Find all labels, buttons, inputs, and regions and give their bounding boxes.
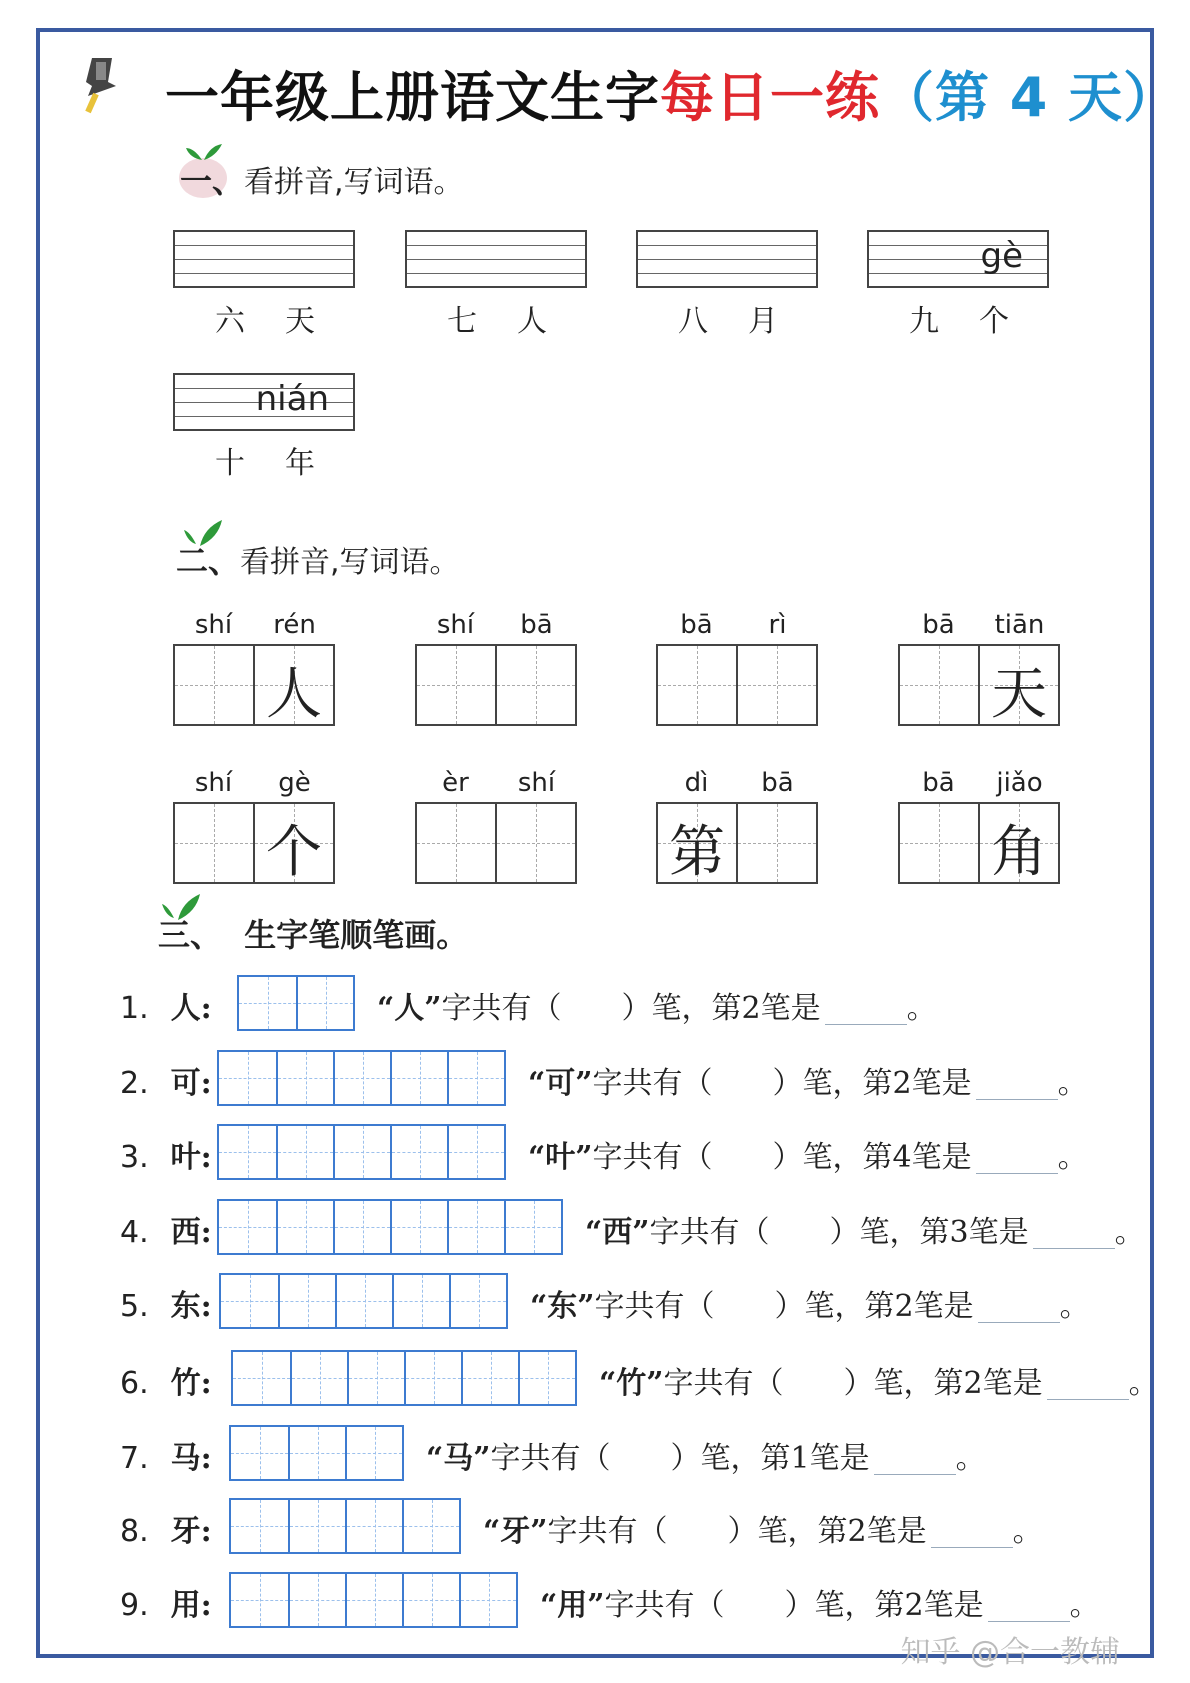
pinyin-pair bbox=[173, 768, 335, 798]
stroke-cell[interactable] bbox=[290, 1352, 347, 1404]
pinyin-syllable: bā bbox=[520, 610, 553, 640]
question-number: 3. 叶: bbox=[120, 1140, 212, 1175]
pinyin-syllable: shí bbox=[436, 610, 475, 640]
given-char: 角 bbox=[991, 820, 1047, 885]
stroke-cell[interactable] bbox=[333, 1201, 390, 1253]
stroke-cell[interactable] bbox=[345, 1500, 402, 1552]
tianzige-box[interactable] bbox=[898, 802, 1060, 884]
stroke-cell[interactable] bbox=[233, 1352, 290, 1404]
answer-blank[interactable] bbox=[976, 1071, 1058, 1100]
stroke-grid[interactable] bbox=[229, 1498, 461, 1554]
question-number: 4. 西: bbox=[120, 1215, 212, 1250]
stroke-question: “叶”字共有（ ）笔，第4笔是 。 bbox=[528, 1140, 1088, 1175]
tianzige-cell[interactable] bbox=[658, 646, 736, 724]
word-chars-2: 七 人 bbox=[447, 304, 547, 339]
tianzige-cell[interactable] bbox=[736, 804, 816, 882]
stroke-grid[interactable] bbox=[237, 975, 355, 1031]
stroke-cell[interactable] bbox=[449, 1275, 506, 1327]
writing-box-4[interactable] bbox=[867, 230, 1049, 288]
answer-blank[interactable] bbox=[1033, 1220, 1115, 1249]
tianzige-cell[interactable] bbox=[658, 804, 736, 885]
stroke-cell[interactable] bbox=[288, 1427, 345, 1479]
tianzige-cell[interactable] bbox=[495, 804, 575, 882]
tianzige-cell[interactable] bbox=[978, 646, 1058, 727]
writing-box-2[interactable] bbox=[405, 230, 587, 288]
answer-blank[interactable] bbox=[988, 1593, 1070, 1622]
tianzige-cell[interactable] bbox=[417, 804, 495, 882]
tianzige-box[interactable] bbox=[415, 802, 577, 884]
tianzige-cell[interactable] bbox=[417, 646, 495, 724]
stroke-grid[interactable] bbox=[217, 1050, 506, 1106]
stroke-cell[interactable] bbox=[404, 1352, 461, 1404]
stroke-cell[interactable] bbox=[239, 977, 296, 1029]
question-number: 9. 用: bbox=[120, 1588, 212, 1623]
stroke-cell[interactable] bbox=[459, 1574, 516, 1626]
answer-blank[interactable] bbox=[825, 996, 907, 1025]
stroke-question: “可”字共有（ ）笔，第2笔是 。 bbox=[528, 1066, 1088, 1101]
pinyin-syllable: shí bbox=[194, 610, 233, 640]
section-2-number: 二、 bbox=[176, 542, 241, 580]
pinyin-syllable: shí bbox=[517, 768, 556, 798]
watermark: 知乎 @合一教辅 bbox=[900, 1635, 1120, 1670]
section-1-instruction: 看拼音,写词语。 bbox=[244, 165, 464, 200]
stroke-cell[interactable] bbox=[231, 1500, 288, 1552]
tianzige-cell[interactable] bbox=[253, 804, 333, 885]
question-number: 8. 牙: bbox=[120, 1514, 212, 1549]
writing-box-5[interactable] bbox=[173, 373, 355, 431]
question-number: 6. 竹: bbox=[120, 1366, 212, 1401]
stroke-cell[interactable] bbox=[518, 1352, 575, 1404]
stroke-cell[interactable] bbox=[221, 1275, 278, 1327]
tianzige-cell[interactable] bbox=[495, 646, 575, 724]
pinyin-pair bbox=[898, 610, 1060, 640]
tianzige-cell[interactable] bbox=[736, 646, 816, 724]
pinyin-syllable: dì bbox=[684, 768, 709, 798]
stroke-grid[interactable] bbox=[217, 1199, 563, 1255]
stroke-cell[interactable] bbox=[219, 1201, 276, 1253]
stroke-cell[interactable] bbox=[347, 1352, 404, 1404]
pinyin-syllable: gè bbox=[278, 768, 311, 798]
pinyin-pair bbox=[173, 610, 335, 640]
pinyin-pair bbox=[415, 610, 577, 640]
stroke-grid[interactable] bbox=[229, 1572, 518, 1628]
writing-box-1[interactable] bbox=[173, 230, 355, 288]
tianzige-cell[interactable] bbox=[900, 804, 978, 882]
section-1-heading bbox=[180, 156, 464, 202]
stroke-cell[interactable] bbox=[504, 1201, 561, 1253]
given-char: 人 bbox=[266, 662, 322, 727]
word-chars-1: 六 天 bbox=[215, 304, 315, 339]
stroke-cell[interactable] bbox=[333, 1052, 390, 1104]
stroke-cell[interactable] bbox=[219, 1052, 276, 1104]
pinyin-syllable: rén bbox=[273, 610, 316, 640]
answer-blank[interactable] bbox=[976, 1145, 1058, 1174]
answer-blank[interactable] bbox=[1047, 1371, 1129, 1400]
stroke-grid[interactable] bbox=[229, 1425, 404, 1481]
pinyin-syllable: rì bbox=[768, 610, 787, 640]
pushpin-icon bbox=[78, 52, 128, 114]
tianzige-box[interactable] bbox=[415, 644, 577, 726]
stroke-cell[interactable] bbox=[345, 1427, 402, 1479]
stroke-cell[interactable] bbox=[447, 1052, 504, 1104]
answer-blank[interactable] bbox=[874, 1446, 956, 1475]
question-number: 5. 东: bbox=[120, 1289, 212, 1324]
word-chars-5: 十 年 bbox=[215, 446, 315, 481]
tianzige-cell[interactable] bbox=[900, 646, 978, 724]
tianzige-cell[interactable] bbox=[175, 646, 253, 724]
stroke-grid[interactable] bbox=[231, 1350, 577, 1406]
stroke-cell[interactable] bbox=[447, 1201, 504, 1253]
stroke-cell[interactable] bbox=[276, 1126, 333, 1178]
pinyin-syllable: bā bbox=[922, 610, 955, 640]
stroke-cell[interactable] bbox=[392, 1275, 449, 1327]
pinyin-syllable: èr bbox=[442, 768, 469, 798]
pinyin-syllable: jiǎo bbox=[996, 768, 1043, 798]
question-number: 1. 人: bbox=[120, 991, 212, 1026]
stroke-cell[interactable] bbox=[345, 1574, 402, 1626]
stroke-grid[interactable] bbox=[217, 1124, 506, 1180]
title-part-3: （第 4 天） bbox=[880, 66, 1179, 129]
stroke-cell[interactable] bbox=[276, 1052, 333, 1104]
section-2-heading bbox=[176, 536, 460, 582]
tianzige-cell[interactable] bbox=[978, 804, 1058, 885]
stroke-cell[interactable] bbox=[390, 1126, 447, 1178]
tianzige-box[interactable] bbox=[173, 644, 335, 726]
given-char: 天 bbox=[991, 662, 1047, 727]
stroke-question: “马”字共有（ ）笔，第1笔是 。 bbox=[426, 1441, 986, 1476]
pinyin-syllable: bā bbox=[680, 610, 713, 640]
given-char: 第 bbox=[669, 820, 725, 885]
pinyin-pair bbox=[656, 610, 818, 640]
section-3-instruction: 生字笔顺笔画。 bbox=[244, 916, 469, 954]
stroke-question: “竹”字共有（ ）笔，第2笔是 。 bbox=[599, 1366, 1159, 1401]
tianzige-box[interactable] bbox=[656, 802, 818, 884]
stroke-question: “人”字共有（ ）笔，第2笔是 。 bbox=[377, 991, 937, 1026]
pinyin-4: gè bbox=[980, 236, 1023, 276]
stroke-cell[interactable] bbox=[402, 1500, 459, 1552]
answer-blank[interactable] bbox=[978, 1294, 1060, 1323]
word-chars-3: 八 月 bbox=[678, 304, 778, 339]
stroke-question: “西”字共有（ ）笔，第3笔是 。 bbox=[585, 1215, 1145, 1250]
stroke-cell[interactable] bbox=[288, 1574, 345, 1626]
title-part-2: 每日一练 bbox=[660, 66, 880, 129]
pinyin-syllable: bā bbox=[761, 768, 794, 798]
stroke-cell[interactable] bbox=[296, 977, 353, 1029]
section-2-instruction: 看拼音,写词语。 bbox=[240, 545, 460, 580]
stroke-question: “牙”字共有（ ）笔，第2笔是 。 bbox=[483, 1514, 1043, 1549]
stroke-question: “用”字共有（ ）笔，第2笔是 。 bbox=[540, 1588, 1100, 1623]
pinyin-5: nián bbox=[255, 379, 329, 419]
stroke-grid[interactable] bbox=[219, 1273, 508, 1329]
page-title bbox=[165, 55, 1178, 132]
pinyin-syllable: tiān bbox=[994, 610, 1045, 640]
stroke-cell[interactable] bbox=[335, 1275, 392, 1327]
writing-box-3[interactable] bbox=[636, 230, 818, 288]
stroke-cell[interactable] bbox=[276, 1201, 333, 1253]
stroke-cell[interactable] bbox=[390, 1201, 447, 1253]
question-number: 2. 可: bbox=[120, 1066, 212, 1101]
answer-blank[interactable] bbox=[931, 1519, 1013, 1548]
stroke-cell[interactable] bbox=[390, 1052, 447, 1104]
tianzige-cell[interactable] bbox=[175, 804, 253, 882]
stroke-cell[interactable] bbox=[333, 1126, 390, 1178]
stroke-cell[interactable] bbox=[288, 1500, 345, 1552]
tianzige-box[interactable] bbox=[656, 644, 818, 726]
stroke-cell[interactable] bbox=[402, 1574, 459, 1626]
pinyin-pair bbox=[898, 768, 1060, 798]
tianzige-box[interactable] bbox=[173, 802, 335, 884]
pinyin-syllable: shí bbox=[194, 768, 233, 798]
stroke-cell[interactable] bbox=[447, 1126, 504, 1178]
stroke-cell[interactable] bbox=[461, 1352, 518, 1404]
given-char: 个 bbox=[266, 820, 322, 885]
question-number: 7. 马: bbox=[120, 1441, 212, 1476]
pinyin-pair bbox=[656, 768, 818, 798]
pinyin-pair bbox=[415, 768, 577, 798]
pinyin-syllable: bā bbox=[922, 768, 955, 798]
stroke-cell[interactable] bbox=[278, 1275, 335, 1327]
word-chars-4: 九 个 bbox=[909, 304, 1009, 339]
tianzige-cell[interactable] bbox=[253, 646, 333, 727]
section-1-number: 一、 bbox=[180, 162, 245, 200]
stroke-cell[interactable] bbox=[231, 1574, 288, 1626]
tianzige-box[interactable] bbox=[898, 644, 1060, 726]
section-3-number: 三、 bbox=[158, 916, 223, 954]
stroke-cell[interactable] bbox=[219, 1126, 276, 1178]
title-part-1: 一年级上册语文生字 bbox=[165, 66, 660, 129]
stroke-question: “东”字共有（ ）笔，第2笔是 。 bbox=[530, 1289, 1090, 1324]
section-3-heading bbox=[158, 910, 468, 956]
stroke-cell[interactable] bbox=[231, 1427, 288, 1479]
